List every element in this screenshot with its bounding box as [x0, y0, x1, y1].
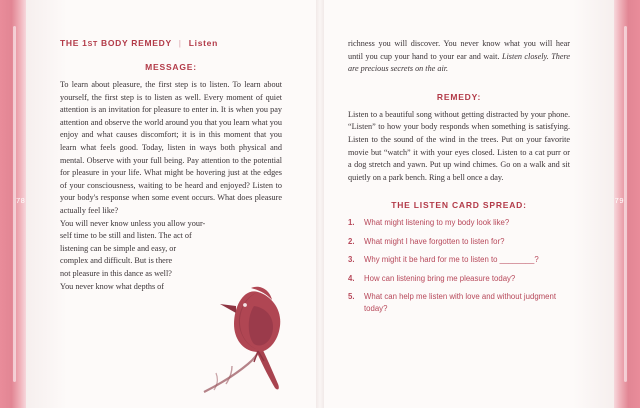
list-item-number: 3. [348, 255, 355, 265]
list-item-text: What might listening to my body look like? [364, 218, 510, 228]
remedy-label: REMEDY: [436, 91, 482, 102]
heading-title: Listen [188, 38, 218, 48]
heading-divider: | [178, 38, 182, 48]
card-spread-label: THE LISTEN CARD SPREAD: [391, 200, 527, 211]
list-item [348, 254, 570, 266]
heading-subject: BODY REMEDY [101, 38, 172, 48]
list-item-number: 4. [348, 273, 355, 283]
list-item [348, 217, 570, 229]
card-spread-list [348, 217, 570, 314]
wrapped-line: complex and difficult. But is there [60, 256, 173, 266]
heading-ordinal: 1 [82, 38, 88, 48]
message-label: MESSAGE: [145, 62, 197, 72]
remedy-paragraph: Listen to a beautiful song without getting distracted by your phone. “Listen” to how your body responds when something is satisfying. Listen to the sound of the wind in the trees. Put on your favorite movie but “watch” it with your eyes closed. Listen to a cat purr or a dog stretch and yawn. Put up wind chimes. Go on a walk and sit quietly on a park bench. Ring a bell once a day. [348, 109, 570, 182]
heading-ordinal-suffix: ST [87, 41, 98, 48]
wrapped-line: listening can be simple and easy, or [60, 243, 177, 253]
book-gutter [316, 0, 324, 408]
left-column [60, 38, 282, 293]
wrapped-line: not pleasure in this dance as well? [60, 268, 172, 278]
list-item-text: How can listening bring me pleasure today? [364, 273, 516, 283]
list-item-number: 1. [348, 218, 355, 228]
continued-paragraph: richness you will discover. You never know what you will hear until you cup your hand to your ear and wait. Listen closely. There are precious secrets on the air. [348, 39, 571, 74]
perched-bird-illustration [196, 272, 292, 398]
list-item-number: 2. [348, 236, 355, 246]
list-item-text: What can help me listen with love and without judgment today? [364, 292, 556, 313]
wrapped-line: self time to be still and listen. The act of [60, 231, 192, 241]
list-item-number: 5. [348, 292, 355, 302]
wrapped-line: You will never know unless you allow your- [60, 218, 206, 228]
list-item [348, 273, 570, 285]
edge-accent-line-right [624, 26, 627, 382]
right-column [348, 38, 570, 321]
list-item [348, 236, 570, 248]
message-paragraph: To learn about pleasure, the first step is to listen. To learn about yourself, the first step is to listen as well. Every moment of quiet attention is an invitation for pleasure to enter in. It is when you pay attention and observe the world around you that you learn what you enjoy and what causes discomfort; it is in this moment that you learn what feels good. Today, listen in ways both physical and mental. Observe with your full being. Pay attention to the potential for pleasure in your life. What might be hovering just at the edges of your consciousness, waiting to be heard and enjoyed? Listen to your body's response when some event occurs. What does pleasure actually feel like? [60, 80, 282, 215]
page-number-left: 78 [16, 196, 26, 205]
list-item-text: What might I have forgotten to listen for? [364, 236, 505, 246]
chapter-heading [60, 38, 282, 48]
list-item-text: Why might it be hard for me to listen to ________? [364, 255, 539, 265]
list-item [348, 291, 570, 314]
page-number-right: 79 [614, 196, 624, 205]
wrapped-line: You never know what depths of [60, 281, 165, 291]
heading-prefix: THE [60, 38, 80, 48]
